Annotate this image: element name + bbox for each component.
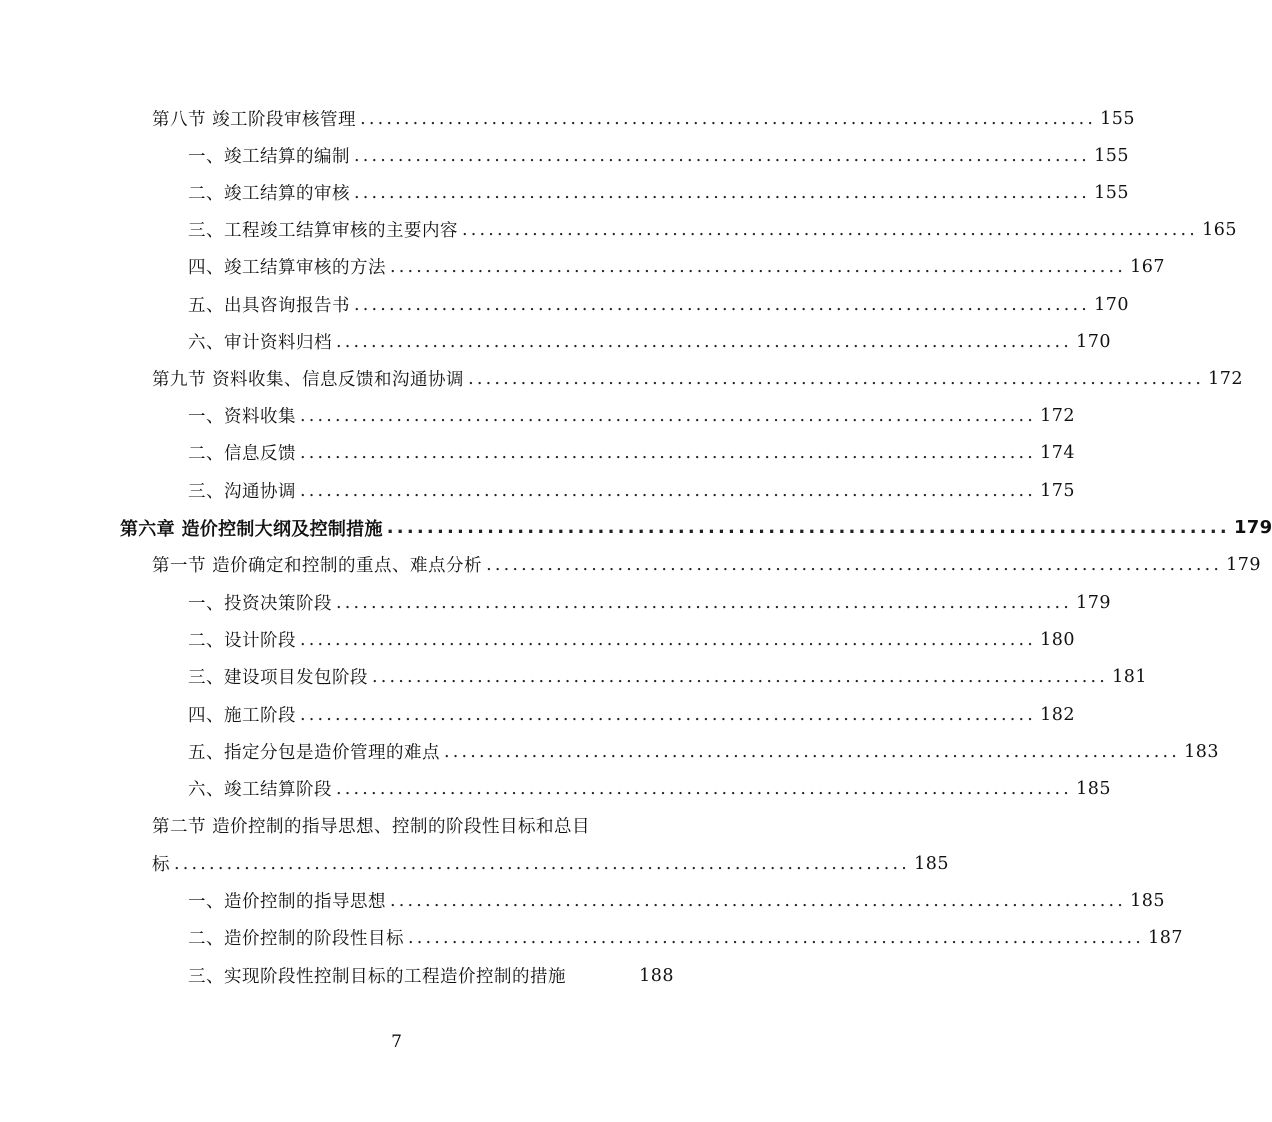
dot-leader: .................................................................................... [300,704,1037,725]
toc-entry-page: 172 [1208,368,1244,389]
toc-entry-page: 172 [1040,405,1075,426]
toc-entry-item[interactable] [188,919,1183,956]
toc-entry-page: 179 [1226,554,1262,575]
dot-leader: .................................................................................... [336,592,1073,613]
toc-entry-label: 一、资料收集 [188,407,296,427]
toc-entry-label: 一、投资决策阶段 [188,594,332,614]
toc-entry-label: 第九节 资料收集、信息反馈和沟通协调 [152,370,465,390]
toc-entry-label-continued: 标 [152,855,170,875]
toc-entry-page: 183 [1184,741,1219,762]
toc-entry-item[interactable] [188,696,1075,733]
dot-leader: .................................................................................... [336,331,1073,352]
toc-entry-label: 六、审计资料归档 [188,333,332,353]
toc-entry-label: 二、信息反馈 [188,444,296,464]
toc-entry-chapter[interactable] [120,509,1272,546]
toc-entry-section[interactable] [152,360,1244,397]
toc-entry-label: 二、造价控制的阶段性目标 [188,929,404,949]
dot-leader: .................................................................................... [360,108,1097,129]
toc-entry-label: 第二节 造价控制的指导思想、控制的阶段性目标和总目 [152,817,591,837]
toc-entry-page: 182 [1040,704,1075,725]
dot-leader: .................................................................................... [174,853,911,874]
toc-entry-section-continued[interactable] [152,845,949,882]
dot-leader: .................................................................................... [468,368,1205,389]
toc-entry-page: 188 [639,965,674,986]
toc-entry-label: 三、工程竣工结算审核的主要内容 [188,221,458,241]
toc-entry-page: 165 [1202,219,1237,240]
toc-entry-page: 175 [1040,480,1075,501]
toc-entry-item[interactable] [188,248,1165,285]
dot-leader: .................................................................................... [372,666,1109,687]
toc-entry-label: 四、竣工结算审核的方法 [188,258,386,278]
toc-entry-item[interactable] [188,211,1237,248]
toc-entry-label: 三、实现阶段性控制目标的工程造价控制的措施 [188,967,566,987]
toc-entry-section[interactable] [152,546,1262,583]
toc-entry-page: 174 [1040,442,1075,463]
dot-leader: .................................................................................... [486,554,1223,575]
toc-entry-item[interactable] [188,472,1075,509]
toc-entry-label: 第六章 造价控制大纲及控制措施 [120,518,383,540]
toc-entry-label: 一、竣工结算的编制 [188,147,350,167]
toc-entry-label: 第一节 造价确定和控制的重点、难点分析 [152,556,483,576]
dot-leader: .................................................................................... [390,256,1127,277]
toc-entry-page: 180 [1040,629,1075,650]
toc-entry-item[interactable] [188,621,1075,658]
toc-entry-item[interactable] [188,584,1111,621]
toc-entry-page: 179 [1076,592,1111,613]
toc-entry-label: 六、竣工结算阶段 [188,780,332,800]
toc-entry-item[interactable] [188,323,1111,360]
toc-entry-section[interactable] [152,100,1136,137]
toc-entry-page: 155 [1100,108,1136,129]
dot-leader: .................................................................................... [390,890,1127,911]
toc-entry-page: 155 [1094,182,1129,203]
toc-entry-page: 170 [1094,294,1129,315]
dot-leader: .................................................................................... [300,629,1037,650]
toc-entry-label: 四、施工阶段 [188,706,296,726]
toc-entry-label: 五、出具咨询报告书 [188,296,350,316]
dot-leader: .................................................................................... [354,294,1091,315]
toc-entry-label: 第八节 竣工阶段审核管理 [152,110,357,130]
toc-entry-label: 二、竣工结算的审核 [188,184,350,204]
toc-entry-item[interactable] [188,137,1129,174]
toc-entry-label: 三、沟通协调 [188,482,296,502]
toc-entry-item[interactable] [188,434,1075,471]
dot-leader: .................................................................................... [386,517,1230,538]
dot-leader: .................................................................................... [300,480,1037,501]
toc-entry-page: 170 [1076,331,1111,352]
dot-leader: .................................................................................... [444,741,1181,762]
dot-leader: .................................................................................... [336,778,1073,799]
toc-entry-label: 二、设计阶段 [188,631,296,651]
toc-entry-page: 167 [1130,256,1165,277]
toc-entry-item[interactable] [188,174,1129,211]
toc-entry-page: 179 [1233,517,1272,538]
toc-entry-page: 185 [914,853,949,874]
toc-entry-item[interactable] [188,957,674,994]
page-number: 7 [391,1032,402,1052]
toc-entry-label: 一、造价控制的指导思想 [188,892,386,912]
toc-entry-page: 187 [1148,927,1183,948]
toc-entry-item[interactable] [188,286,1129,323]
toc-entry-item[interactable] [188,397,1075,434]
toc-entry-page: 181 [1112,666,1147,687]
dot-leader: .................................................................................... [300,442,1037,463]
toc-entry-item[interactable] [188,733,1219,770]
toc-entry-item[interactable] [188,770,1111,807]
toc-entry-page: 185 [1130,890,1165,911]
toc-entry-page: 185 [1076,778,1111,799]
toc-entry-item[interactable] [188,882,1165,919]
toc-entry-page: 155 [1094,145,1129,166]
toc-entry-item[interactable] [188,658,1147,695]
dot-leader: .................................................................................... [354,182,1091,203]
toc-entry-label: 五、指定分包是造价管理的难点 [188,743,440,763]
dot-leader: .................................................................................... [408,927,1145,948]
dot-leader: .................................................................................... [300,405,1037,426]
toc-entry-section[interactable] [152,807,674,844]
dot-leader: .................................................................................... [354,145,1091,166]
toc-entry-label: 三、建设项目发包阶段 [188,668,368,688]
dot-leader: .................................................................................... [462,219,1199,240]
